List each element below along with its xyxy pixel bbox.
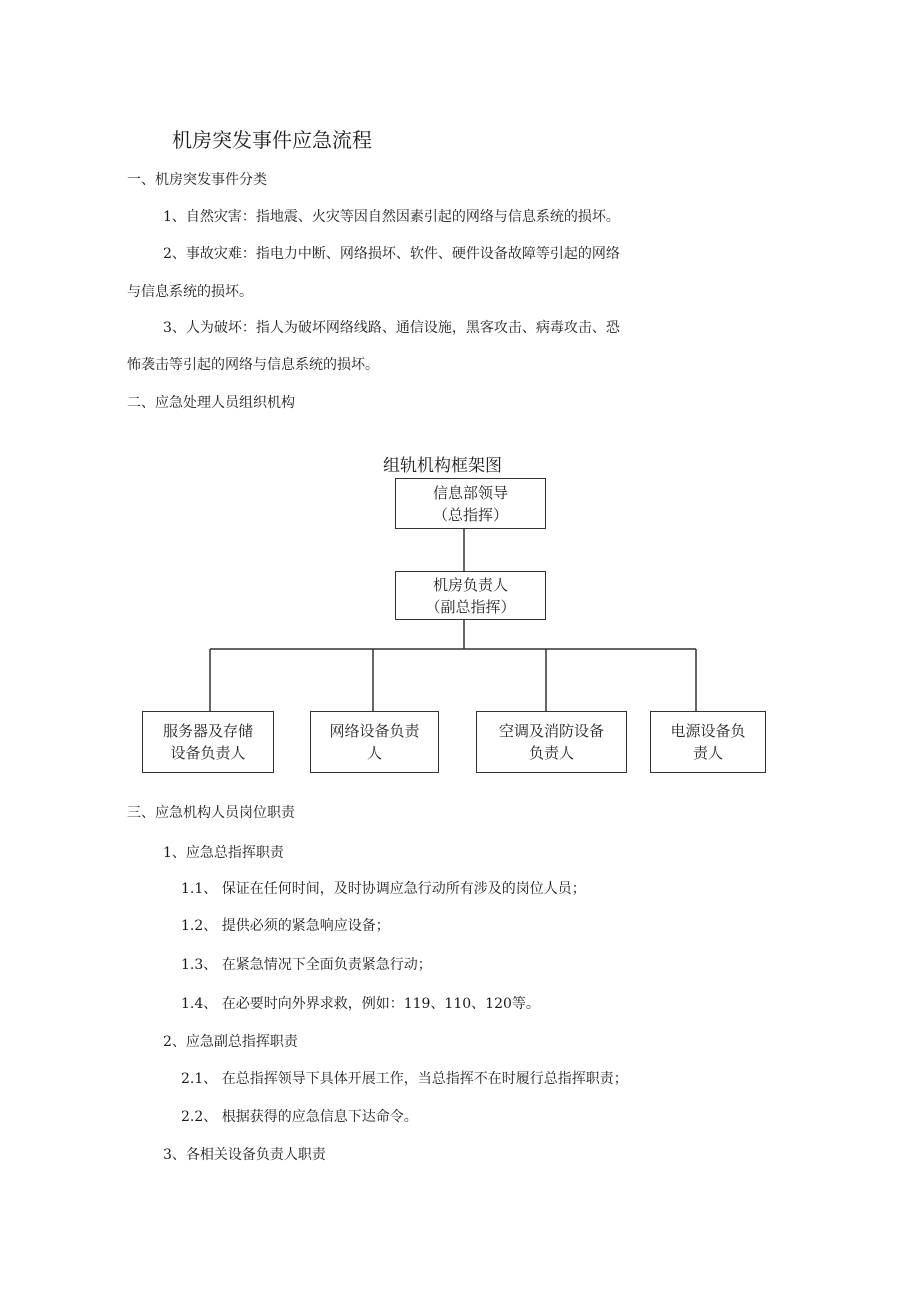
section-3-sub-2-heading: 2、应急副总指挥职责 [163,1034,298,1050]
section-3-sub-2-item-1: 2.1、 在总指挥领导下具体开展工作，当总指挥不在时履行总指挥职责； [181,1071,628,1087]
org-box-chief-line-2: （总指挥） [432,505,508,524]
section-1-item-3-line-2: 怖袭击等引起的网络与信息系统的损坏。 [127,357,379,373]
org-box-power-line-1: 电源设备负 [670,722,746,740]
section-2-heading: 二、应急处理人员组织机构 [127,395,295,411]
org-box-network-line-1: 网络设备负责 [329,722,420,740]
section-3-sub-1-item-3: 1.3、 在紧急情况下全面负责紧急行动； [181,957,432,973]
org-box-power [650,711,766,773]
section-3-sub-1-item-4: 1.4、 在必要时向外界求救，例如：119、110、120等。 [181,996,540,1012]
section-3-sub-3-heading: 3、各相关设备负责人职责 [163,1147,326,1163]
section-3-sub-2-item-2: 2.2、 根据获得的应急信息下达命令。 [181,1109,418,1125]
org-box-deputy-line-2: （副总指挥） [425,597,516,616]
org-box-deputy-line-1: 机房负责人 [432,575,508,594]
org-box-hvac-fire [476,711,627,773]
section-1-heading: 一、机房突发事件分类 [127,172,267,188]
org-box-deputy [395,571,546,620]
org-box-network [310,711,439,773]
page-title: 机房突发事件应急流程 [172,128,372,152]
org-box-server-storage [142,711,274,773]
section-1-item-1: 1、自然灾害：指地震、火灾等因自然因素引起的网络与信息系统的损坏。 [163,209,620,225]
section-1-item-2-line-2: 与信息系统的损坏。 [127,284,253,300]
org-chart-title: 组轨机构框架图 [383,456,502,476]
org-box-chief [395,478,546,529]
org-box-server-storage-line-2: 设备负责人 [170,744,246,762]
section-1-item-3-line-1: 3、人为破坏：指人为破坏网络线路、通信设施，黑客攻击、病毒攻击、恐 [163,320,620,336]
section-1-item-2-line-1: 2、事故灾难：指电力中断、网络损坏、软件、硬件设备故障等引起的网络 [163,246,620,262]
org-box-network-line-2: 人 [366,744,382,762]
org-box-hvac-fire-line-1: 空调及消防设备 [498,722,604,740]
org-box-server-storage-line-1: 服务器及存储 [162,722,253,740]
section-3-sub-1-item-1: 1.1、 保证在任何时间，及时协调应急行动所有涉及的岗位人员； [181,881,586,897]
org-box-power-line-2: 责人 [692,744,723,762]
org-box-chief-line-1: 信息部领导 [432,483,508,502]
org-box-hvac-fire-line-2: 负责人 [528,744,574,762]
section-3-sub-1-heading: 1、应急总指挥职责 [163,845,284,861]
section-3-heading: 三、应急机构人员岗位职责 [127,805,295,821]
section-3-sub-1-item-2: 1.2、 提供必须的紧急响应设备； [181,918,390,934]
